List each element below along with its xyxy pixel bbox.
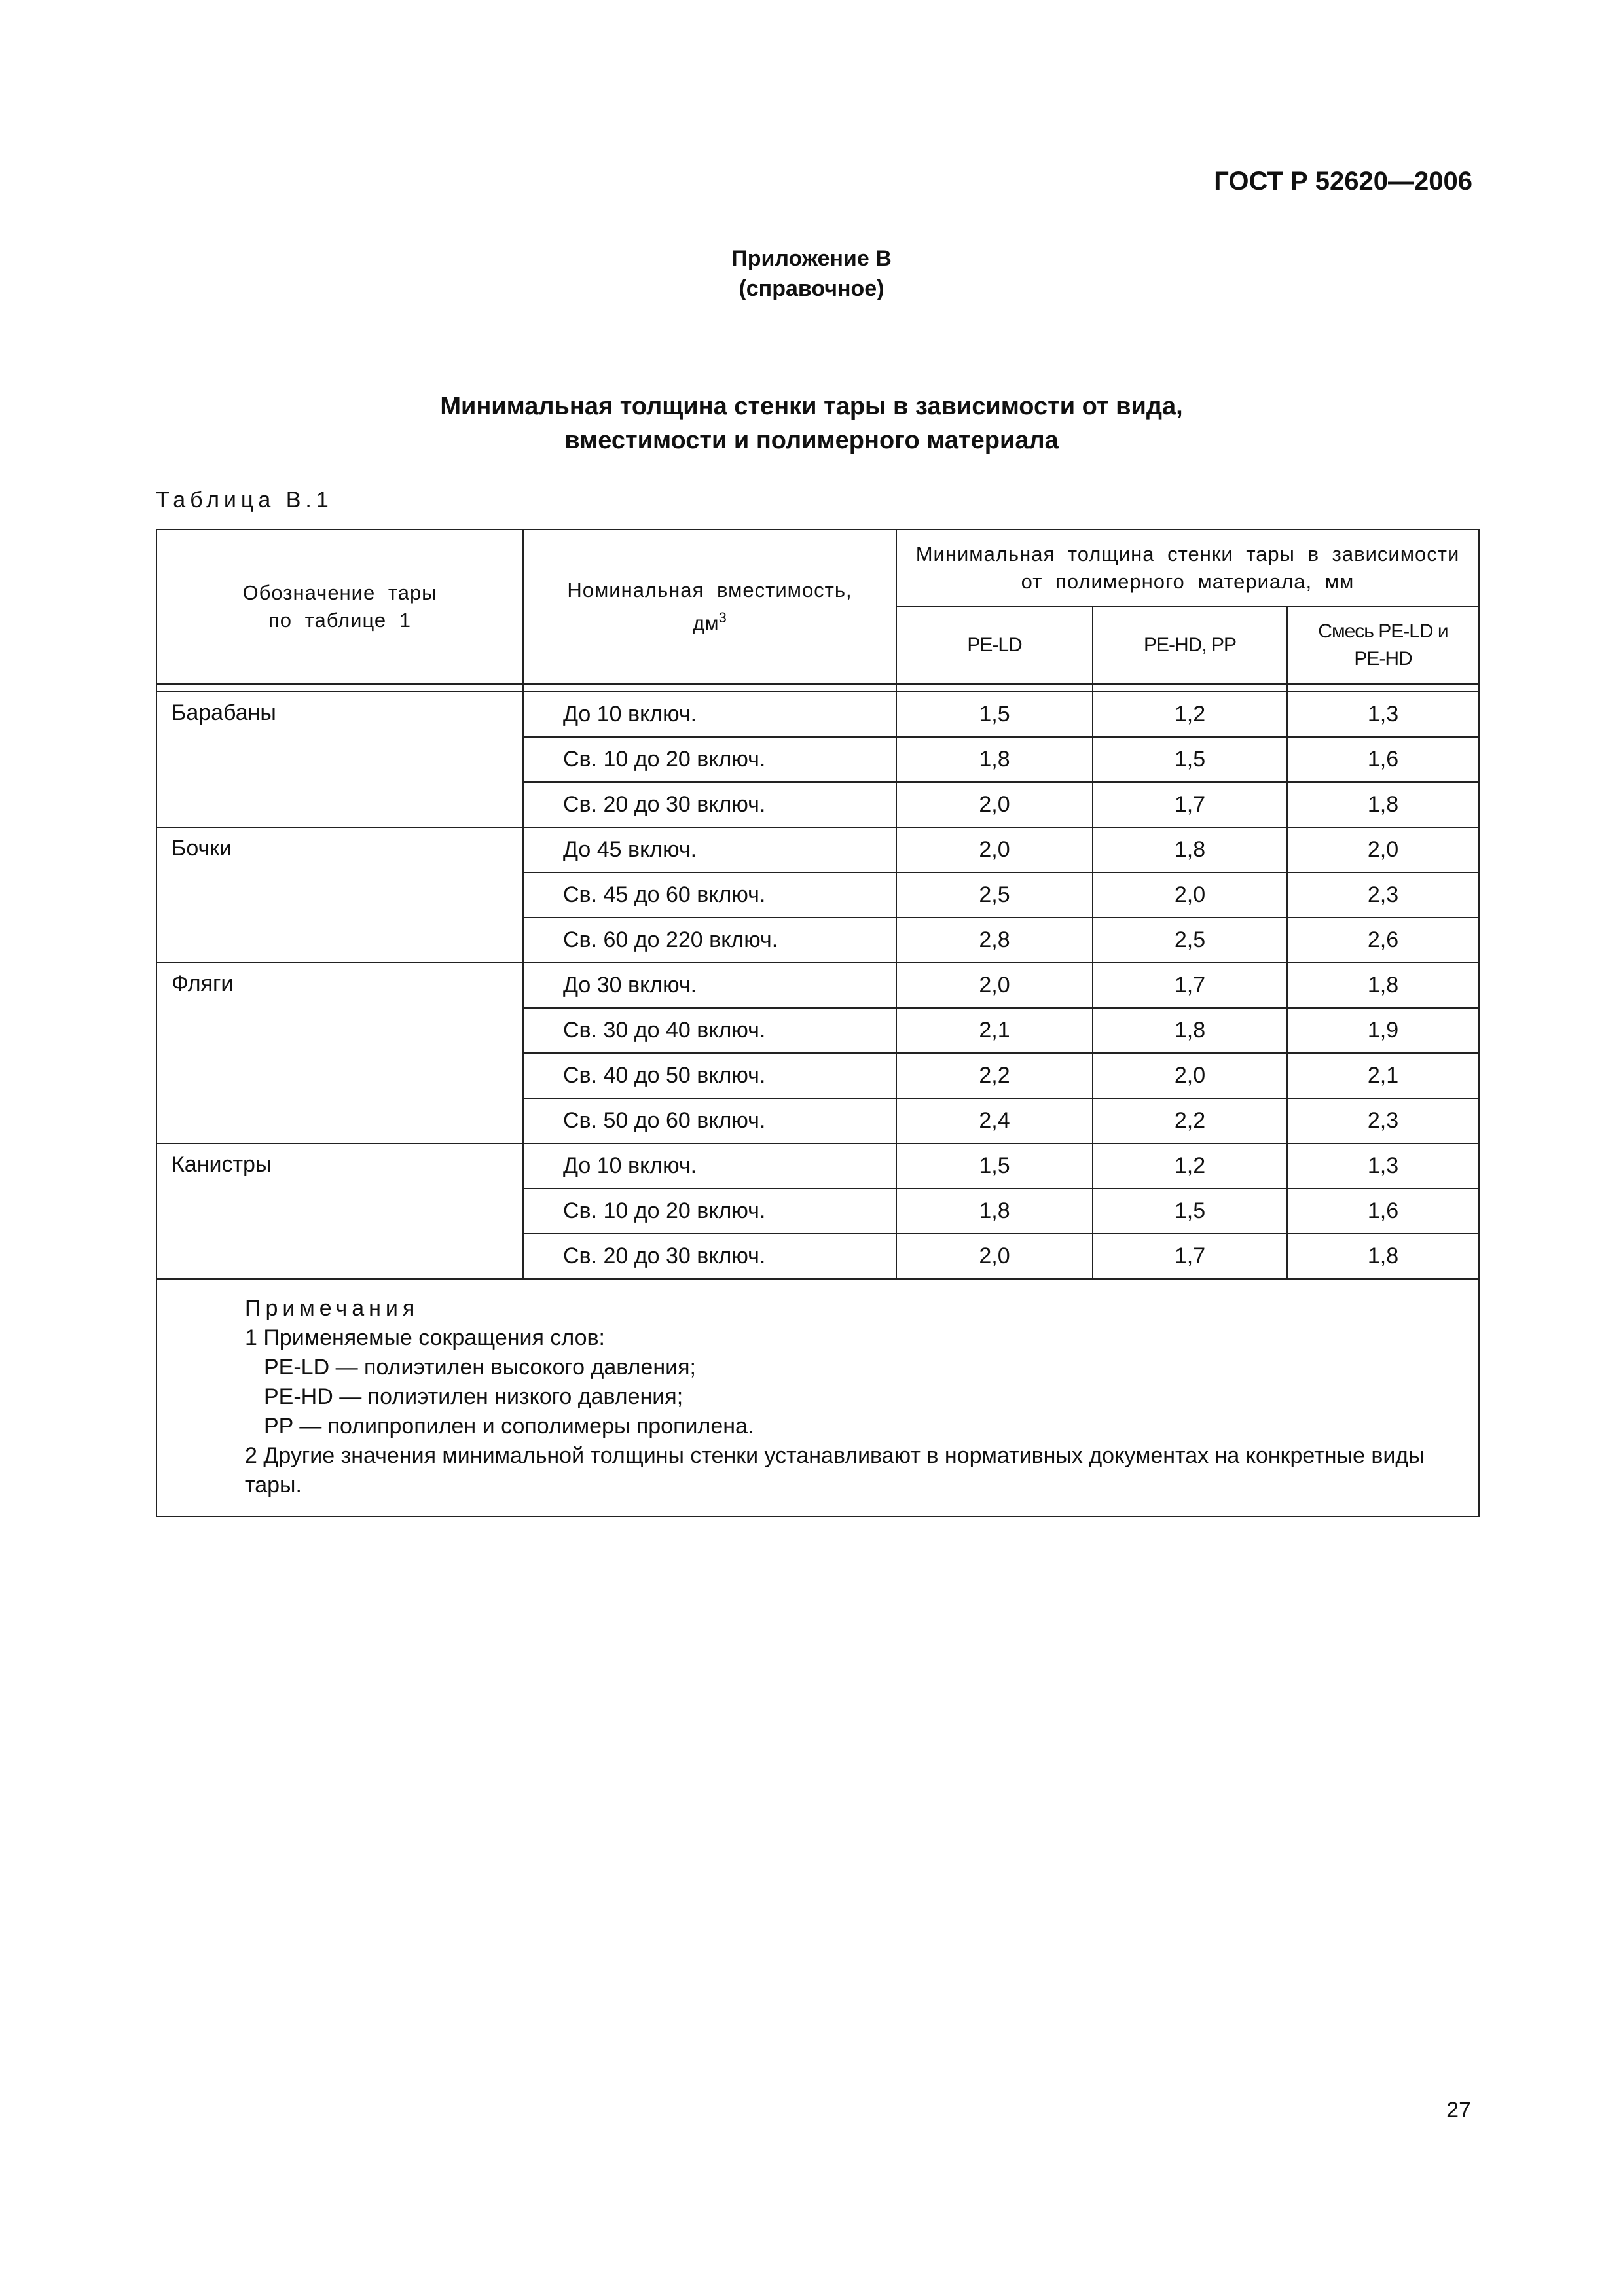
capacity-cell: До 10 включ.	[523, 692, 896, 737]
value-pe-ld: 1,8	[896, 737, 1093, 782]
header-min-thickness-group: Минимальная толщина стенки тары в зависимости от полимерного материала, мм	[896, 529, 1479, 607]
value-pe-ld: 2,0	[896, 782, 1093, 827]
header-pe-hd-pp: PE-HD, PP	[1093, 607, 1287, 684]
value-pe-hd-pp: 1,5	[1093, 737, 1287, 782]
value-pe-ld: 1,5	[896, 1143, 1093, 1189]
capacity-cell: Св. 40 до 50 включ.	[523, 1053, 896, 1098]
value-pe-hd-pp: 1,5	[1093, 1189, 1287, 1234]
appendix-title: Приложение В	[731, 246, 892, 271]
notes-title: Примечания	[245, 1296, 420, 1321]
value-pe-hd-pp: 2,5	[1093, 918, 1287, 963]
capacity-cell: До 10 включ.	[523, 1143, 896, 1189]
value-pe-hd-pp: 2,0	[1093, 1053, 1287, 1098]
value-pe-hd-pp: 1,7	[1093, 1234, 1287, 1279]
table-row	[156, 827, 1479, 872]
value-blend: 1,6	[1287, 737, 1479, 782]
value-pe-hd-pp: 1,8	[1093, 1008, 1287, 1053]
value-blend: 1,8	[1287, 782, 1479, 827]
note-1: 1 Применяемые сокращения слов:	[245, 1325, 605, 1350]
value-pe-ld: 2,8	[896, 918, 1093, 963]
capacity-cell: Св. 10 до 20 включ.	[523, 737, 896, 782]
section-title-line-1: Минимальная толщина стенки тары в зависимости от вида,	[440, 393, 1183, 420]
container-barrels: Бочки	[156, 827, 523, 963]
capacity-cell: Св. 10 до 20 включ.	[523, 1189, 896, 1234]
table-row	[156, 692, 1479, 737]
document-code: ГОСТ Р 52620—2006	[1214, 167, 1472, 196]
value-blend: 2,0	[1287, 827, 1479, 872]
appendix-heading	[0, 243, 1623, 304]
table-label: Таблица В.1	[156, 488, 333, 512]
header-container-type: Обозначение тары по таблице 1	[156, 529, 523, 684]
value-blend: 2,3	[1287, 1098, 1479, 1143]
header-nominal-capacity: Номинальная вместимость, $дм^3$	[523, 529, 896, 684]
value-blend: 2,1	[1287, 1053, 1479, 1098]
value-blend: 1,8	[1287, 963, 1479, 1008]
value-pe-ld: 2,2	[896, 1053, 1093, 1098]
capacity-cell: Св. 50 до 60 включ.	[523, 1098, 896, 1143]
value-pe-ld: 2,1	[896, 1008, 1093, 1053]
capacity-cell: Св. 45 до 60 включ.	[523, 872, 896, 918]
section-title	[0, 389, 1623, 457]
thickness-table	[156, 529, 1480, 1517]
value-pe-hd-pp: 2,0	[1093, 872, 1287, 918]
value-pe-hd-pp: 1,7	[1093, 963, 1287, 1008]
appendix-type: (справочное)	[739, 276, 884, 301]
value-pe-ld: 2,4	[896, 1098, 1093, 1143]
section-title-line-2: вместимости и полимерного материала	[564, 427, 1059, 454]
header-pe-ld: PE-LD	[896, 607, 1093, 684]
capacity-cell: Св. 60 до 220 включ.	[523, 918, 896, 963]
container-drums: Барабаны	[156, 692, 523, 827]
capacity-cell: Св. 20 до 30 включ.	[523, 782, 896, 827]
capacity-cell: До 30 включ.	[523, 963, 896, 1008]
table-row	[156, 963, 1479, 1008]
capacity-cell: Св. 20 до 30 включ.	[523, 1234, 896, 1279]
value-pe-ld: 2,0	[896, 827, 1093, 872]
page-number: 27	[1446, 2098, 1471, 2123]
value-blend: 2,6	[1287, 918, 1479, 963]
container-canisters: Канистры	[156, 1143, 523, 1279]
value-pe-hd-pp: 2,2	[1093, 1098, 1287, 1143]
value-pe-ld: 2,5	[896, 872, 1093, 918]
container-flasks: Фляги	[156, 963, 523, 1143]
value-pe-ld: 2,0	[896, 1234, 1093, 1279]
value-pe-hd-pp: 1,2	[1093, 1143, 1287, 1189]
value-blend: 2,3	[1287, 872, 1479, 918]
value-blend: 1,3	[1287, 1143, 1479, 1189]
capacity-cell: До 45 включ.	[523, 827, 896, 872]
note-2: 2 Другие значения минимальной толщины стенки устанавливают в нормативных документах на конкретные виды тары.	[245, 1443, 1425, 1498]
value-pe-hd-pp: 1,7	[1093, 782, 1287, 827]
value-pe-ld: 2,0	[896, 963, 1093, 1008]
value-blend: 1,8	[1287, 1234, 1479, 1279]
table-row	[156, 1143, 1479, 1189]
value-pe-hd-pp: 1,2	[1093, 692, 1287, 737]
value-pe-hd-pp: 1,8	[1093, 827, 1287, 872]
note-abbr-pp: PP — полипропилен и сополимеры пропилена.	[264, 1414, 754, 1439]
value-blend: 1,6	[1287, 1189, 1479, 1234]
value-pe-ld: 1,8	[896, 1189, 1093, 1234]
note-abbr-pe-ld: PE-LD — полиэтилен высокого давления;	[264, 1355, 696, 1380]
value-blend: 1,3	[1287, 692, 1479, 737]
value-pe-ld: 1,5	[896, 692, 1093, 737]
table-notes	[156, 1279, 1479, 1516]
note-abbr-pe-hd: PE-HD — полиэтилен низкого давления;	[264, 1384, 684, 1409]
capacity-cell: Св. 30 до 40 включ.	[523, 1008, 896, 1053]
value-blend: 1,9	[1287, 1008, 1479, 1053]
header-blend: Смесь PE-LD и PE-HD	[1287, 607, 1479, 684]
